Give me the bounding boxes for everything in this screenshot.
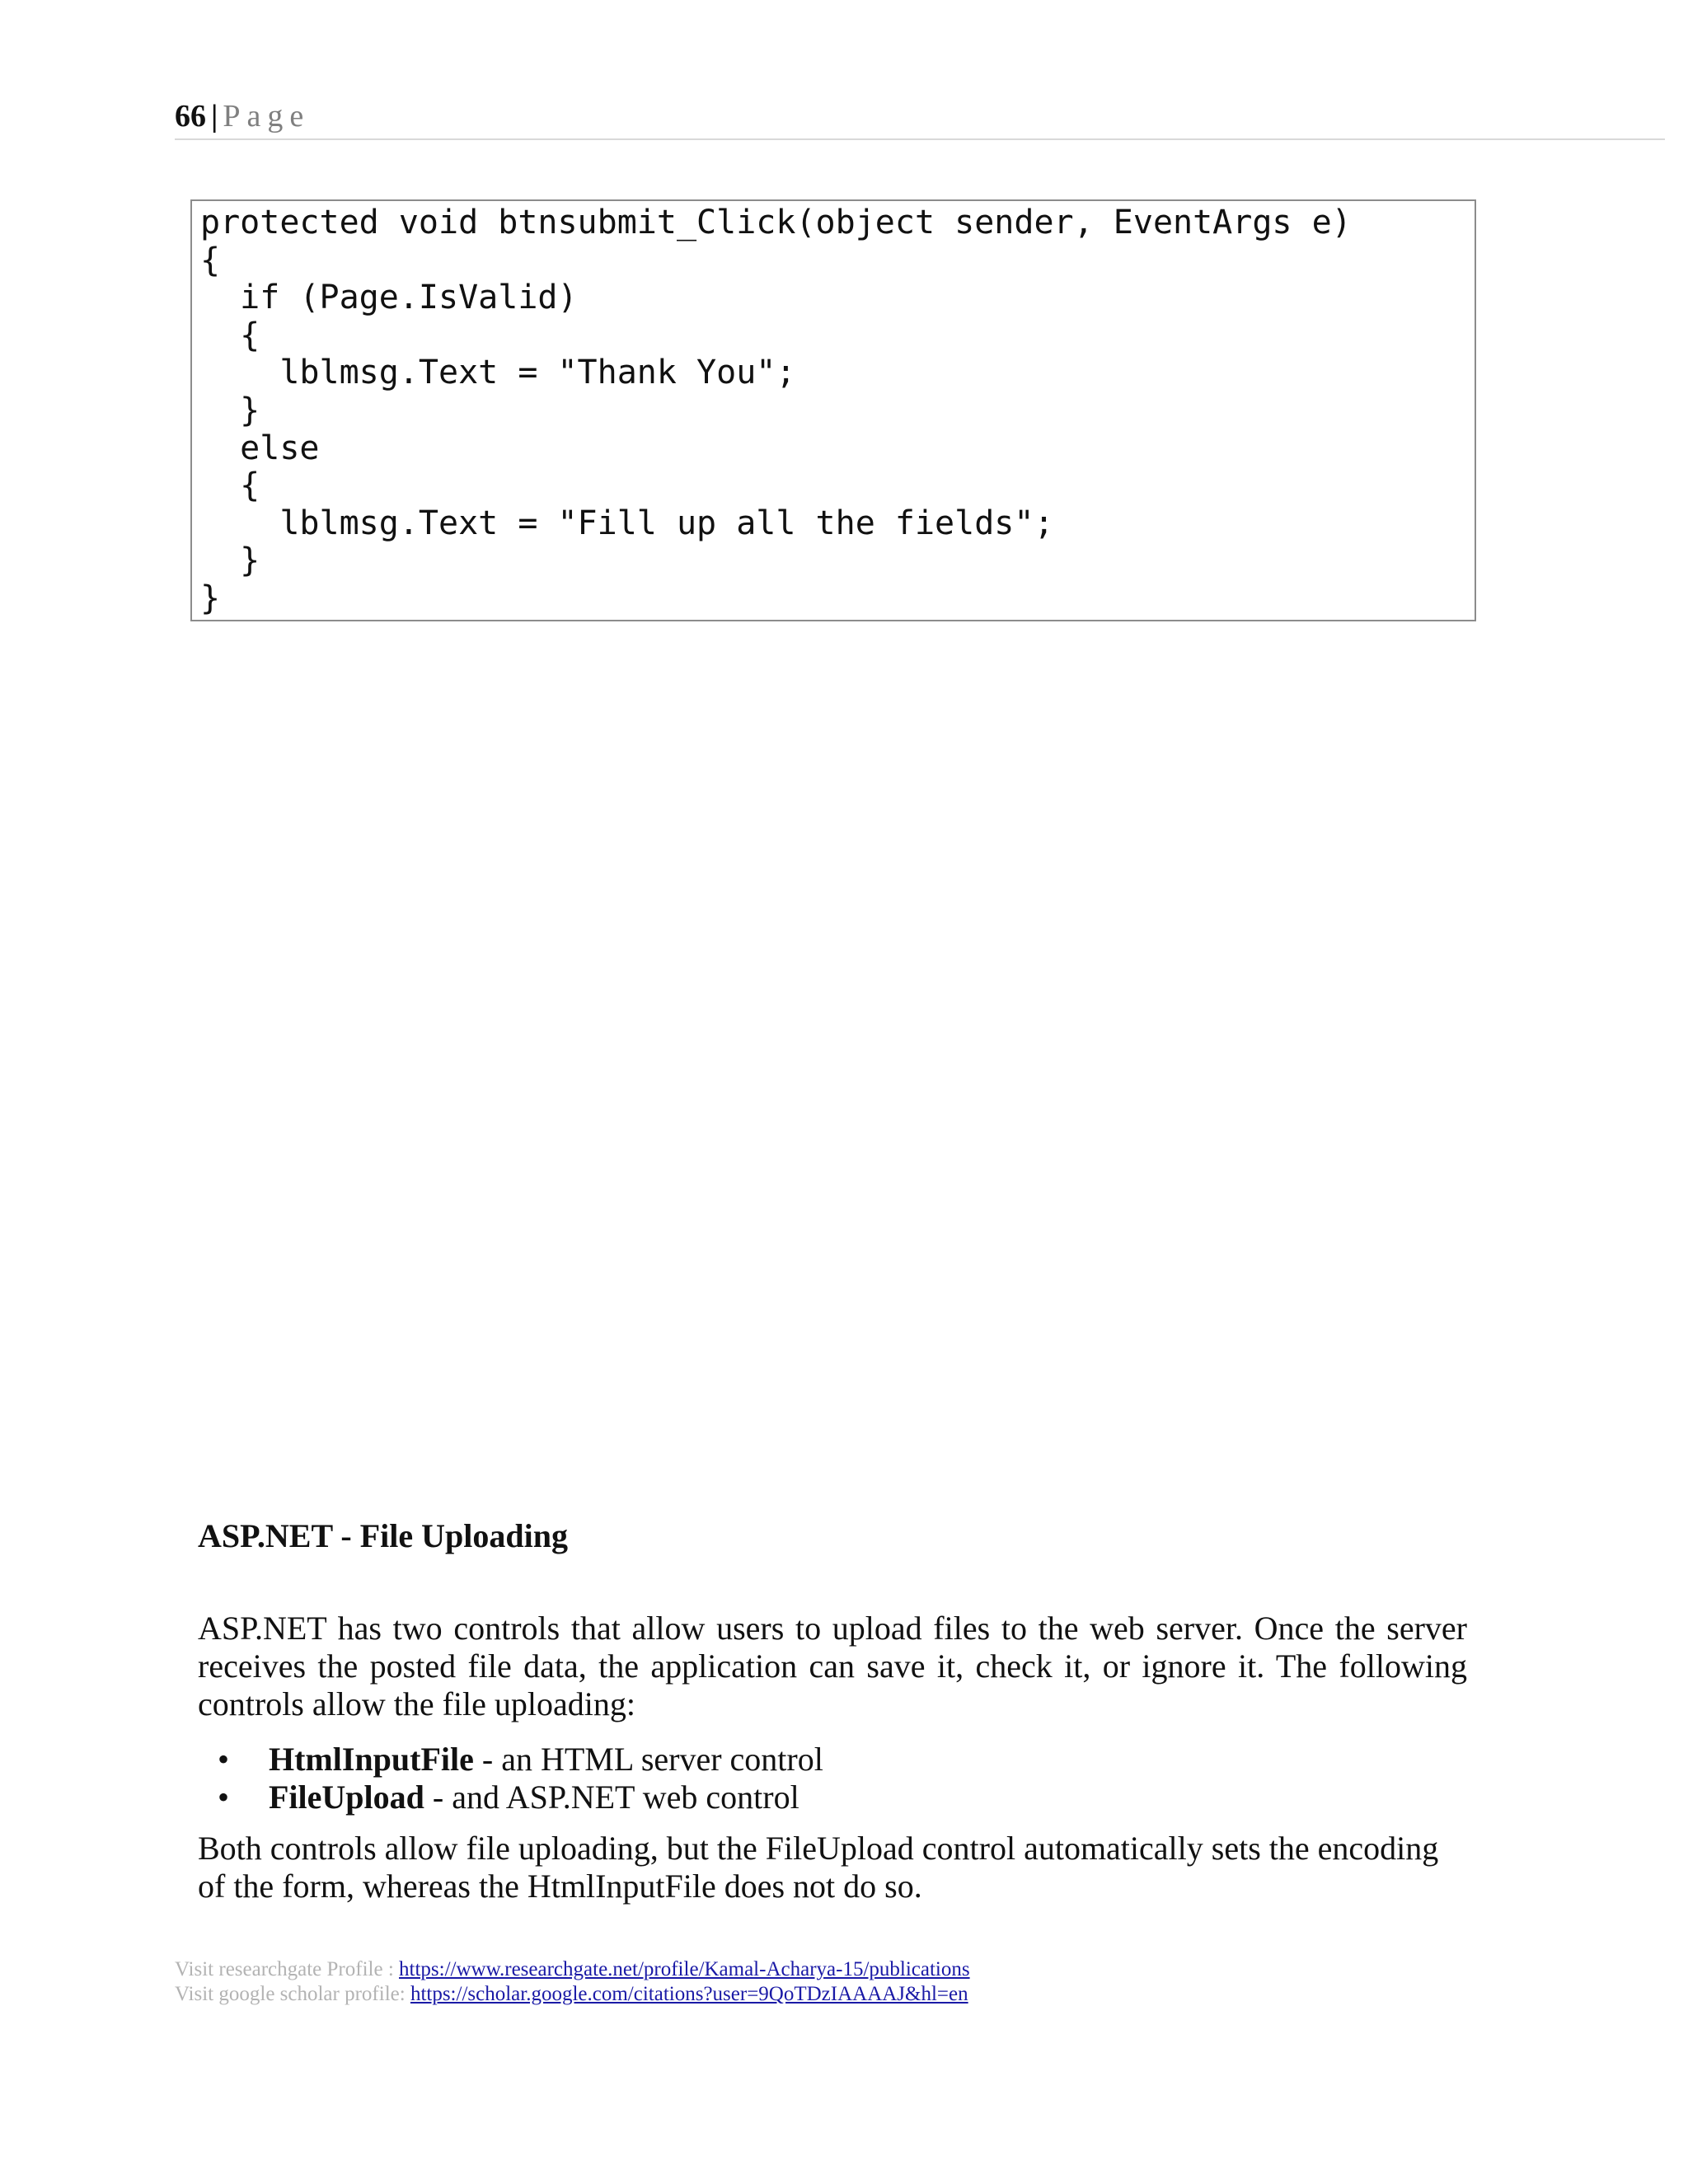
controls-list xyxy=(198,1741,823,1816)
section-title: ASP.NET - File Uploading xyxy=(198,1517,569,1554)
code-line: lblmsg.Text = "Thank You"; xyxy=(200,354,796,392)
bullet-icon: • xyxy=(218,1741,230,1778)
code-line: } xyxy=(200,579,221,617)
code-line: } xyxy=(200,541,260,580)
footer xyxy=(175,1957,970,2007)
page-header xyxy=(175,97,1665,140)
closing-paragraph: Both controls allow file uploading, but the FileUpload control automatically sets the encoding of the form, whereas the HtmlInputFile does not do so. xyxy=(198,1830,1439,1905)
bullet-term: FileUpload xyxy=(269,1779,424,1816)
code-line: protected void btnsubmit_Click(object sender, EventArgs e) xyxy=(200,204,1352,241)
page-label: Page xyxy=(223,99,311,134)
list-item xyxy=(198,1741,823,1779)
list-item xyxy=(198,1779,823,1816)
bullet-desc: - an HTML server control xyxy=(473,1741,823,1778)
header-separator: | xyxy=(211,99,218,134)
code-line: { xyxy=(200,241,221,279)
footer-researchgate xyxy=(175,1957,970,1982)
footer-scholar xyxy=(175,1982,970,2007)
code-line: if (Page.IsValid) xyxy=(200,279,578,317)
researchgate-label: Visit researchgate Profile : xyxy=(175,1958,400,1980)
code-line: { xyxy=(200,466,260,505)
code-block xyxy=(190,199,1476,621)
bullet-term: HtmlInputFile xyxy=(269,1741,474,1778)
bullet-desc: - and ASP.NET web control xyxy=(424,1779,799,1816)
scholar-label: Visit google scholar profile: xyxy=(175,1983,410,2005)
code-line: else xyxy=(200,429,320,467)
page-number: 66 xyxy=(175,99,206,134)
intro-paragraph: ASP.NET has two controls that allow users to upload files to the web server. Once the server receives the posted file data, the application can save it, check it, or ignore it. The following controls allow the file uploading: xyxy=(198,1610,1467,1722)
code-line: } xyxy=(200,391,260,429)
code-line: lblmsg.Text = "Fill up all the fields"; xyxy=(200,504,1054,542)
scholar-link[interactable]: https://scholar.google.com/citations?user=9QoTDzIAAAAJ&hl=en xyxy=(410,1983,968,2005)
code-line: { xyxy=(200,316,260,354)
researchgate-link[interactable]: https://www.researchgate.net/profile/Kamal-Acharya-15/publications xyxy=(399,1958,970,1980)
bullet-icon: • xyxy=(218,1779,230,1816)
